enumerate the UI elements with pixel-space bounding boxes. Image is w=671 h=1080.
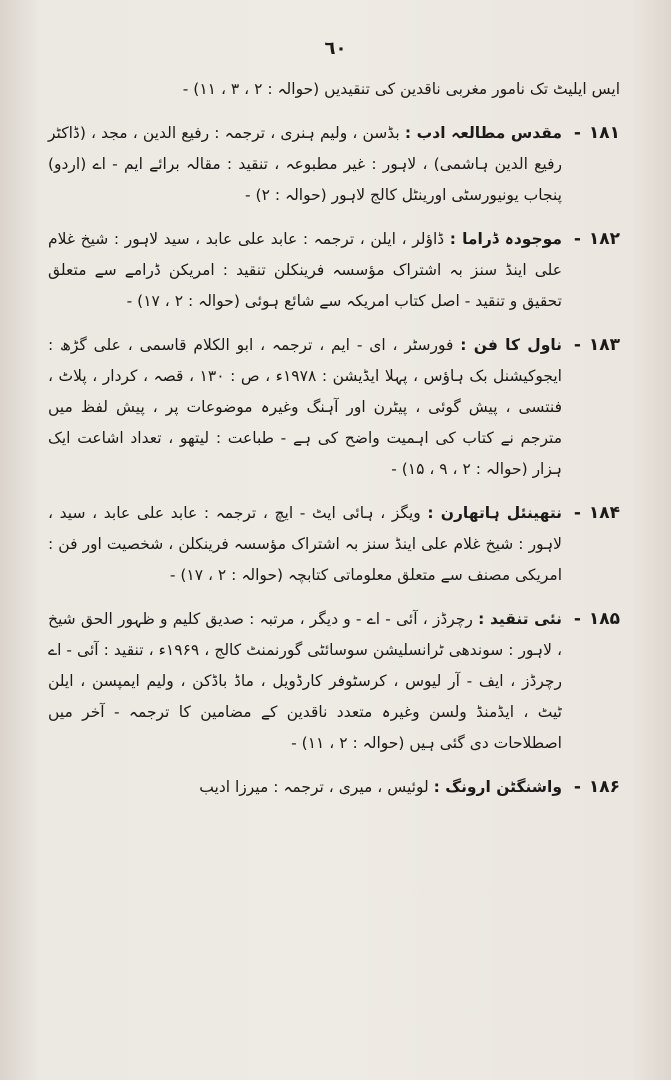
entry-text [48, 604, 562, 759]
entry-185 [48, 604, 620, 759]
entry-title: نتھینئل ہاتھارن : [427, 504, 562, 522]
entry-183 [48, 330, 620, 485]
entry-number: ۱۸۱ - [573, 123, 620, 143]
entry-title: واشنگٹن ارونگ : [433, 778, 562, 796]
entry-continuation [48, 74, 620, 105]
entry-184 [48, 498, 620, 591]
entry-body: ایس ایلیٹ تک نامور مغربی ناقدین کی تنقیدیں (حوالہ : ۲ ، ۳ ، ۱۱) - [182, 80, 620, 98]
entry-number: ۱۸۳ - [573, 335, 620, 355]
entry-title: ناول کا فن : [460, 336, 562, 354]
bibliography-list [48, 74, 620, 816]
entry-body: بڈسن ، ولیم ہنری ، ترجمہ : رفیع الدین ، مجد ، (ڈاکٹر رفیع الدین ہاشمی) ، لاہور : غیر مطبوعہ ، تنقید : مقالہ برائے ایم - اے (اردو) پنجاب یونیورسٹی اورینٹل کالج لاہور (حوالہ : ۲) - [48, 124, 562, 204]
entry-number: ۱۸۶ - [573, 777, 620, 797]
entry-body: فورسٹر ، ای - ایم ، ترجمہ ، ابو الکلام قاسمی ، علی گڑھ : ایجوکیشنل بک ہاؤس ، پہلا ایڈیشن : ۱۹۷۸ء ، ص : ۱۳۰ ، قصہ ، کردار ، پلاٹ ، فنتسی ، پیش گوئی ، پیٹرن اور آہنگ وغیرہ موضوعات پر ، پیش لفظ میں مترجم نے کتاب کی اہمیت واضح کی ہے - طباعت : لیتھو ، تعداد اشاعت ایک ہزار (حوالہ : ۲ ، ۹ ، ۱۵) - [48, 336, 562, 478]
entry-title: مقدس مطالعہ ادب : [404, 124, 562, 142]
entry-text [48, 224, 562, 317]
entry-body: رچرڈز ، آئی - اے - و دیگر ، مرتبہ : صدیق کلیم و ظہور الحق شیخ ، لاہور : سوندھی ٹرانسلیشن سوسائٹی گورنمنٹ کالج ، ۱۹۶۹ء ، تنقید : آئی - اے رچرڈز ، ایف - آر لیوس ، کرسٹوفر کارڈویل ، ماڈ باڈکن ، ولیم ایمپسن ، ایلن ٹیٹ ، ایڈمنڈ ولسن وغیرہ متعدد ناقدین کے مضامین کا ترجمہ - آخر میں اصطلاحات دی گئی ہیں (حوالہ : ۲ ، ۱۱) - [48, 610, 562, 752]
entry-title: موجودہ ڈراما : [449, 230, 562, 248]
page-number: ٦٠ [324, 38, 347, 59]
entry-182 [48, 224, 620, 317]
entry-body: ڈاؤلر ، ایلن ، ترجمہ : عابد علی عابد ، سید لاہور : شیخ غلام علی اینڈ سنز بہ اشتراک مؤسسہ فرینکلن تنقید : امریکن ڈرامے سے متعلق تحقیق و تنقید - اصل کتاب امریکہ سے شائع ہوئی (حوالہ : ۲ ، ۱۷) - [48, 230, 562, 310]
entry-186 [48, 772, 620, 803]
entry-text [48, 498, 562, 591]
entry-title: نئی تنقید : [478, 610, 563, 628]
entry-number: ۱۸۴ - [573, 503, 620, 523]
entry-number: ۱۸۵ - [573, 609, 620, 629]
entry-text [48, 118, 562, 211]
entry-text [48, 330, 562, 485]
entry-181 [48, 118, 620, 211]
entry-body: ویگز ، ہائی ایٹ - ایچ ، ترجمہ : عابد علی عابد ، سید ، لاہور : شیخ غلام علی اینڈ سنز بہ اشتراک مؤسسہ فرینکلن ، شخصیت اور فن : امریکی مصنف سے متعلق معلوماتی کتابچہ (حوالہ : ۲ ، ۱۷) - [48, 504, 562, 584]
entry-body: لوئیس ، میری ، ترجمہ : میرزا ادیب [199, 778, 429, 796]
entry-text [48, 772, 562, 803]
entry-number: ۱۸۲ - [573, 229, 620, 249]
